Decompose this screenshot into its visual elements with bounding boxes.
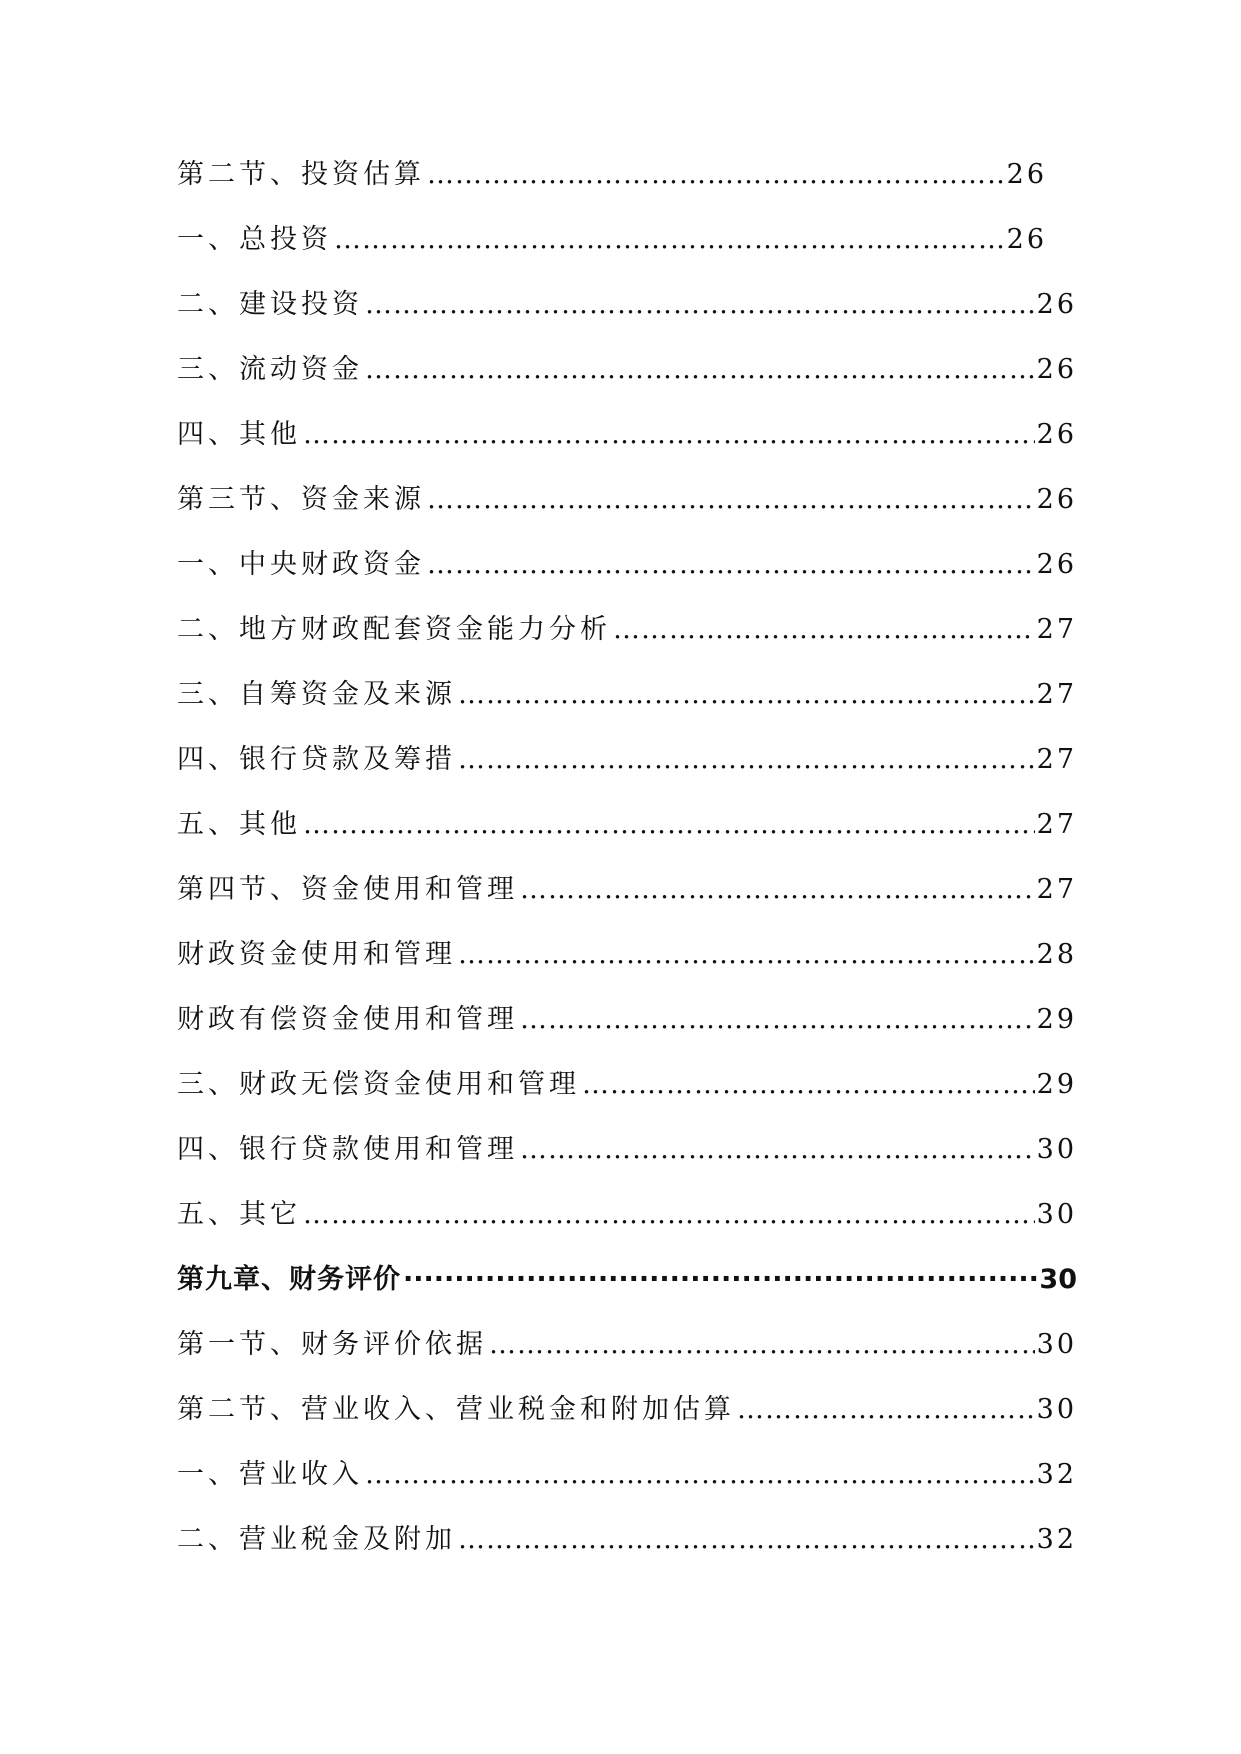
- toc-entry-label: 五、其他: [177, 809, 301, 840]
- toc-entry-label: 第二节、投资估算: [177, 159, 425, 190]
- toc-entry-label: 一、中央财政资金: [177, 549, 425, 580]
- toc-page-number: 26: [1036, 419, 1077, 450]
- toc-entry-label: 一、营业收入: [177, 1459, 363, 1490]
- toc-dot-leader: [613, 614, 1035, 645]
- toc-dot-leader: [303, 419, 1035, 450]
- toc-entry-label: 第一节、财务评价依据: [177, 1329, 487, 1360]
- toc-entry[interactable]: [177, 932, 1077, 997]
- toc-entry-label: 三、自筹资金及来源: [177, 679, 456, 710]
- toc-page-number: 30: [1039, 1264, 1077, 1295]
- toc-entry-label: 二、建设投资: [177, 289, 363, 320]
- toc-entry[interactable]: [177, 282, 1077, 347]
- toc-entry-label: 第二节、营业收入、营业税金和附加估算: [177, 1394, 735, 1425]
- toc-entry[interactable]: [177, 1127, 1077, 1192]
- toc-entry[interactable]: [177, 607, 1077, 672]
- toc-entry-label: 二、地方财政配套资金能力分析: [177, 614, 611, 645]
- toc-entry-label: 四、银行贷款使用和管理: [177, 1134, 518, 1165]
- toc-page-number: 30: [1036, 1329, 1077, 1360]
- toc-dot-leader: [737, 1394, 1035, 1425]
- toc-entry-label: 财政资金使用和管理: [177, 939, 456, 970]
- toc-page-number: 26: [1036, 549, 1077, 580]
- toc-page-number: 28: [1036, 939, 1077, 970]
- toc-page-number: 32: [1036, 1524, 1077, 1555]
- toc-dot-leader: [458, 744, 1035, 775]
- toc-entry[interactable]: [177, 802, 1077, 867]
- toc-entry[interactable]: [177, 997, 1077, 1062]
- toc-page-number: 32: [1036, 1459, 1077, 1490]
- toc-entry-label: 五、其它: [177, 1199, 301, 1230]
- toc-entry-label: 一、总投资: [177, 224, 332, 255]
- toc-entry-label: 二、营业税金及附加: [177, 1524, 456, 1555]
- toc-page-number: 30: [1036, 1394, 1077, 1425]
- table-of-contents: [177, 152, 1077, 1582]
- toc-entry[interactable]: [177, 737, 1077, 802]
- toc-entry-label: 三、财政无偿资金使用和管理: [177, 1069, 580, 1100]
- toc-entry-label: 第四节、资金使用和管理: [177, 874, 518, 905]
- toc-page-number: 27: [1036, 809, 1077, 840]
- toc-dot-leader: [427, 549, 1035, 580]
- toc-entry[interactable]: [177, 1452, 1077, 1517]
- toc-entry[interactable]: [177, 1517, 1077, 1582]
- toc-page-number: 27: [1036, 679, 1077, 710]
- toc-page-number: 30: [1036, 1134, 1077, 1165]
- toc-dot-leader: [582, 1069, 1035, 1100]
- toc-entry[interactable]: [177, 1387, 1077, 1452]
- toc-page-number: 26: [1006, 224, 1047, 255]
- toc-dot-leader: [365, 354, 1035, 385]
- toc-entry-label: 三、流动资金: [177, 354, 363, 385]
- toc-dot-leader: [365, 1459, 1035, 1490]
- toc-dot-leader: [520, 874, 1035, 905]
- toc-entry[interactable]: [177, 1322, 1077, 1387]
- toc-chapter-entry[interactable]: [177, 1257, 1077, 1322]
- toc-entry[interactable]: [177, 542, 1077, 607]
- toc-entry[interactable]: [177, 867, 1077, 932]
- toc-dot-leader: [489, 1329, 1035, 1360]
- toc-page-number: 29: [1036, 1069, 1077, 1100]
- toc-page-number: 27: [1036, 874, 1077, 905]
- toc-dot-leader: [403, 1264, 1037, 1295]
- toc-dot-leader: [458, 1524, 1035, 1555]
- toc-dot-leader: [458, 939, 1035, 970]
- toc-dot-leader: [303, 809, 1035, 840]
- toc-dot-leader: [303, 1199, 1035, 1230]
- toc-dot-leader: [520, 1134, 1035, 1165]
- toc-entry[interactable]: [177, 477, 1077, 542]
- toc-entry-label: 四、其他: [177, 419, 301, 450]
- toc-entry[interactable]: [177, 217, 1047, 282]
- toc-dot-leader: [334, 224, 1005, 255]
- toc-page-number: 27: [1036, 614, 1077, 645]
- toc-entry-label: 第三节、资金来源: [177, 484, 425, 515]
- toc-dot-leader: [365, 289, 1035, 320]
- toc-entry-label: 财政有偿资金使用和管理: [177, 1004, 518, 1035]
- toc-page-number: 26: [1036, 354, 1077, 385]
- toc-dot-leader: [427, 484, 1035, 515]
- toc-entry[interactable]: [177, 1192, 1077, 1257]
- toc-dot-leader: [458, 679, 1035, 710]
- toc-entry[interactable]: [177, 1062, 1077, 1127]
- toc-page-number: 27: [1036, 744, 1077, 775]
- toc-page-number: 30: [1036, 1199, 1077, 1230]
- toc-page-number: 26: [1036, 484, 1077, 515]
- toc-entry[interactable]: [177, 347, 1077, 412]
- toc-entry[interactable]: [177, 412, 1077, 477]
- toc-entry-label: 四、银行贷款及筹措: [177, 744, 456, 775]
- toc-page-number: 29: [1036, 1004, 1077, 1035]
- toc-entry[interactable]: [177, 152, 1047, 217]
- toc-entry[interactable]: [177, 672, 1077, 737]
- toc-page-number: 26: [1036, 289, 1077, 320]
- toc-dot-leader: [520, 1004, 1035, 1035]
- toc-page-number: 26: [1006, 159, 1047, 190]
- toc-entry-label: 第九章、财务评价: [177, 1264, 401, 1295]
- toc-dot-leader: [427, 159, 1005, 190]
